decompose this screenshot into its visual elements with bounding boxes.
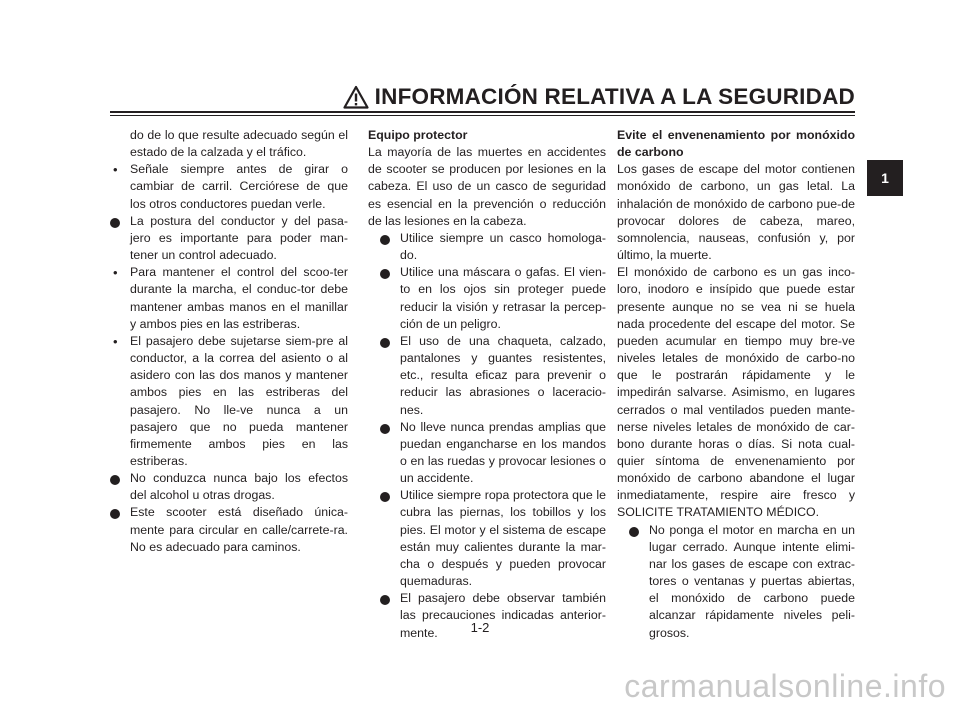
list-item-text: No conduzca nunca bajo los efectos del alcohol u otras drogas.: [130, 471, 348, 503]
bullet-marker: •: [113, 162, 118, 178]
list-item: [380, 230, 606, 264]
section-heading: Evite el envenenamiento por monóxido de carbono: [617, 128, 855, 160]
sub-item-text: Para mantener el control del scoo-ter durante la marcha, el conduc-tor debe mantener ambas manos en el manillar y ambos pies en las estriberas.: [130, 265, 348, 331]
bullet-dot-icon: [110, 218, 120, 228]
continued-text: do de lo que resulte adecuado según el estado de la calzada y el tráfico.: [130, 128, 348, 160]
list-item-text: No ponga el motor en marcha en un lugar cerrado. Aunque intente elimi-nar los gases de escape con extrac-tores o ventanas y puertas abiertas, el monóxido de carbono puede alcanzar rápidamente niveles peli-grosos.: [649, 522, 855, 640]
header-title: [343, 84, 855, 110]
bullet-dot-icon: [380, 424, 390, 434]
list-item: [110, 213, 348, 264]
header-rule-thin: [110, 115, 855, 116]
list-item-text: El pasajero debe observar también las precauciones indicadas anterior-mente.: [400, 591, 606, 640]
section-heading: Equipo protector: [368, 128, 468, 142]
list-item: [380, 487, 606, 590]
paragraph: La mayoría de las muertes en accidentes de scooter se producen por lesiones en la cabeza. El uso de un casco de seguridad es esencial en la prevención o reducción de las lesiones en la cabeza.: [368, 145, 606, 228]
list-item: [380, 333, 606, 419]
sub-item-text: El pasajero debe sujetarse siem-pre al conductor, a la correa del asiento o al asidero con las dos manos y mantener ambos pies en las estriberas del pasajero. No lle-ve nunca a un pasajero que no pueda mantener firmemente ambos pies en las estriberas.: [130, 333, 348, 468]
bullet-dot-icon: [380, 269, 390, 279]
list-item-text: Utilice siempre un casco homologa-do.: [400, 230, 606, 263]
page-header: [110, 84, 855, 116]
warning-triangle-icon: [343, 85, 369, 109]
bullet-dot-icon: [110, 509, 120, 519]
paragraph: Los gases de escape del motor contienen monóxido de carbono, un gas letal. La inhalación de monóxido de carbono pue-de provocar dolores de cabeza, mareo, somnolencia, nauseas, confusión y, por último, la muerte.: [617, 162, 855, 263]
bullet-dot-icon: [110, 475, 120, 485]
chapter-tab: 1: [867, 160, 903, 196]
watermark: carmanualsonline.info: [624, 668, 946, 704]
list-item-text: El uso de una chaqueta, calzado, pantalones y guantes resistentes, etc., resulta eficaz para prevenir o reducir las abrasiones o laceracio-nes.: [400, 333, 606, 417]
bullet-dot-icon: [629, 527, 639, 537]
bullet-marker: •: [113, 265, 118, 281]
list-item: [110, 470, 348, 504]
list-item-text: No lleve nunca prendas amplias que puedan engancharse en los mandos o en las ruedas y provocar lesiones o un accidente.: [400, 419, 606, 486]
page-number: 1-2: [470, 620, 490, 635]
list-item: [380, 264, 606, 333]
sub-item: [110, 161, 348, 212]
sub-item: [110, 264, 348, 333]
bullet-dot-icon: [380, 338, 390, 348]
list-item-text: Utilice siempre ropa protectora que le cubra las piernas, los tobillos y los pies. El motor y el sistema de escape están muy calientes durante la mar-cha o después y pueden provocar quemaduras.: [400, 488, 606, 589]
bullet-dot-icon: [380, 595, 390, 605]
sub-item: [110, 333, 348, 470]
column-1: [110, 127, 348, 556]
list-item-text: Este scooter está diseñado única-mente para circular en calle/carrete-ra. No es adecuado para caminos.: [130, 505, 348, 554]
column-3: [617, 127, 855, 642]
header-title-text: INFORMACIÓN RELATIVA A LA SEGURIDAD: [374, 84, 855, 109]
list-item-text: La postura del conductor y del pasa-jero es importante para poder man-tener un control adecuado.: [130, 213, 348, 263]
header-rule: [110, 111, 855, 113]
bullet-dot-icon: [380, 235, 390, 245]
list-item: [110, 504, 348, 555]
bullet-marker: •: [113, 333, 118, 349]
list-item: [380, 419, 606, 488]
paragraph: El monóxido de carbono es un gas inco-loro, inodoro e insípido que puede estar presente aunque no se vea ni se huela nada procedente del escape del motor. Se pueden acumular en tiempo muy bre-ve niveles letales de monóxido de carbo-no que le postrarán rápidamente y le impedirán salvarse. Asimismo, en lugares cerrados o mal ventilados pueden mante-nerse niveles letales de monóxido de car-bono durante horas o días. Si nota cual-quier síntoma de envenenamiento por monóxido de carbono abandone el lugar inmediatamente, respire aire fresco y SOLICITE TRATAMIENTO MÉDICO.: [617, 265, 855, 520]
bullet-dot-icon: [380, 492, 390, 502]
column-2: [368, 127, 606, 642]
sub-item-text: Señale siempre antes de girar o cambiar de carril. Cerciórese de que los otros conductores puedan verle.: [130, 162, 348, 211]
list-item-text: Utilice una máscara o gafas. El vien-to en los ojos sin proteger puede reducir la visión y retrasar la percep-ción de un peligro.: [400, 265, 606, 331]
